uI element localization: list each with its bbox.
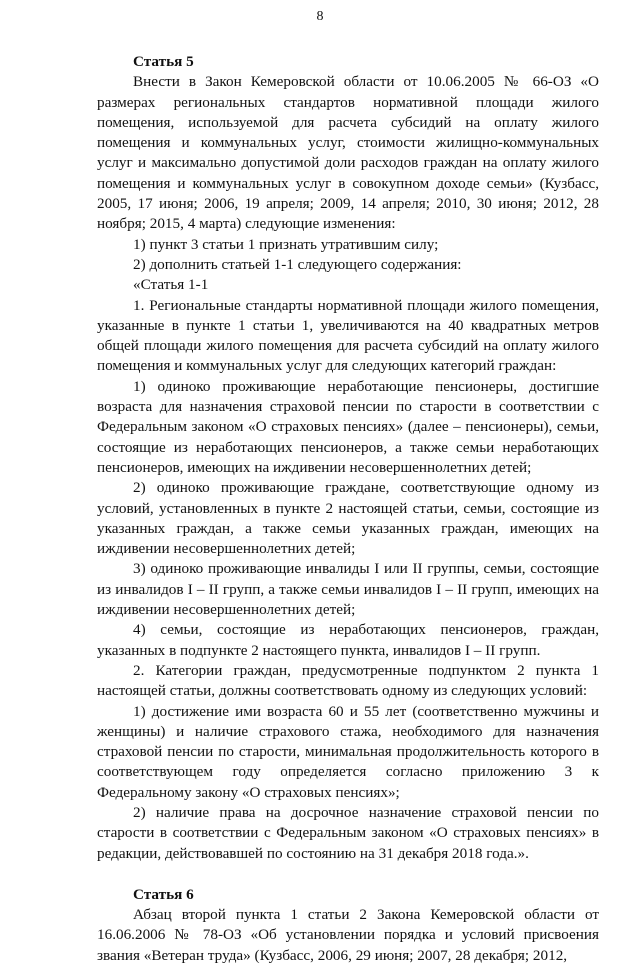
condition-item-1: 1) достижение ими возраста 60 и 55 лет (соответственно мужчины и женщины) и наличие страхового стажа, необходимого для назначения страховой пенсии по старости, минимальная продолжительность которого в соответствующем году определяется согласно приложению 3 к Федеральному закону «О страховых пенсиях»;: [97, 702, 599, 801]
category-item-2: 2) одиноко проживающие граждане, соответствующие одному из условий, установленных в пункте 2 настоящей статьи, семьи, состоящие из указанных граждан, а также семьи указанных граждан, имеющих на иждивении несовершеннолетних детей;: [97, 479, 599, 558]
article-5-intro: Внести в Закон Кемеровской области от 10.06.2005 № 66-ОЗ «О размерах региональных стандартов нормативной площади жилого помещения, используемой для расчета субсидий на оплату жилого помещения и коммунальных услуг, стоимости жилищно-коммунальных услуг и максимально допустимой доли расходов граждан на оплату жилого помещения и коммунальных услуг в совокупном доходе семьи» (Кузбасс, 2005, 17 июня; 2006, 19 апреля; 2009, 14 апреля; 2010, 30 июня; 2012, 28 ноября; 2015, 4 марта) следующие изменения:: [97, 73, 599, 233]
new-article-point-2: 2. Категории граждан, предусмотренные подпунктом 2 пункта 1 настоящей статьи, должны соответствовать одному из следующих условий:: [97, 661, 599, 700]
amendment-item-1: 1) пункт 3 статьи 1 признать утратившим силу;: [133, 235, 439, 253]
article-6: [97, 885, 599, 966]
article-5-heading: Статья 5: [133, 53, 194, 70]
new-article-title: «Статья 1-1: [133, 276, 209, 294]
page-number: 8: [316, 9, 324, 24]
document-body: [97, 52, 599, 966]
section-spacer: [97, 864, 599, 885]
article-5: [97, 52, 599, 864]
article-6-paragraph: Абзац второй пункта 1 статьи 2 Закона Кемеровской области от 16.06.2006 № 78-ОЗ «Об установлении порядка и условий присвоения звания «Ветеран труда» (Кузбасс, 2006, 29 июня; 2007, 28 декабря; 2012,: [97, 906, 599, 964]
category-item-3: 3) одиноко проживающие инвалиды I или II группы, семьи, состоящие из инвалидов I – II групп, а также семьи инвалидов I – II групп, имеющих на иждивении несовершеннолетних детей;: [97, 560, 599, 619]
category-item-1: 1) одиноко проживающие неработающие пенсионеры, достигшие возраста для назначения страховой пенсии по старости в соответствии с Федеральным законом «О страховых пенсиях» (далее – пенсионеры), семьи, состоящие из неработающих пенсионеров, а также семьи неработающих пенсионеров, имеющих на иждивении несовершеннолетних детей;: [97, 377, 599, 476]
condition-item-2: 2) наличие права на досрочное назначение страховой пенсии по старости в соответствии с Федеральным законом «О страховых пенсиях» в редакции, действовавшей по состоянию на 31 декабря 2018 года.».: [97, 803, 599, 862]
category-item-4: 4) семьи, состоящие из неработающих пенсионеров, граждан, указанных в подпункте 2 настоящего пункта, инвалидов I – II групп.: [97, 621, 599, 659]
article-6-heading: Статья 6: [133, 885, 194, 903]
new-article-point-1: 1. Региональные стандарты нормативной площади жилого помещения, указанные в пункте 1 статьи 1, увеличиваются на 40 квадратных метров общей площади жилого помещения для расчета субсидий на оплату жилого помещения и коммунальных услуг для следующих категорий граждан:: [97, 296, 599, 375]
amendment-item-2: 2) дополнить статьей 1-1 следующего содержания:: [133, 255, 462, 273]
